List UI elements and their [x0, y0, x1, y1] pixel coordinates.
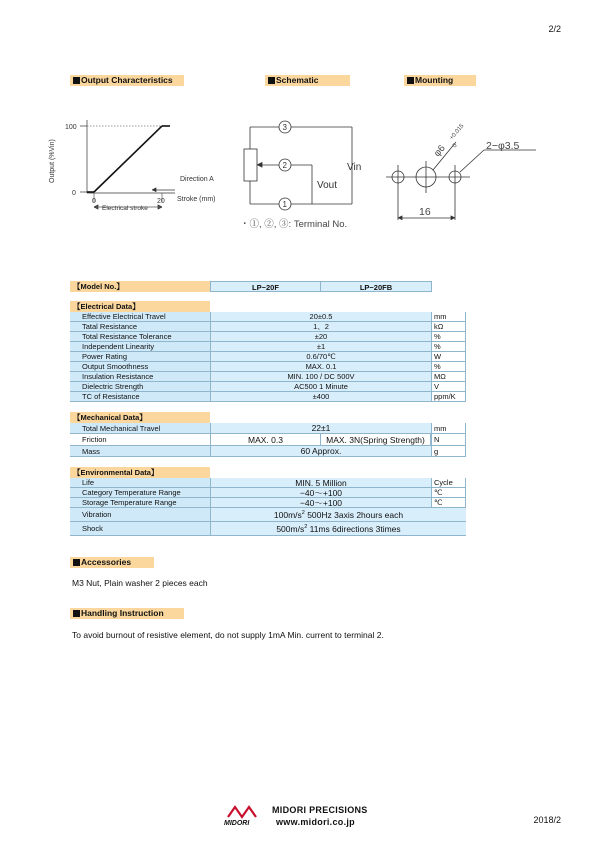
table-row	[70, 498, 466, 508]
row-unit: g	[431, 446, 466, 457]
electrical-data-header: 【Electrical Data】	[70, 301, 210, 312]
vibration-value-a: 100m/s	[273, 510, 302, 520]
row-value: 22±1	[210, 423, 431, 434]
table-row	[70, 508, 466, 522]
table-row	[70, 362, 466, 372]
row-label: Effective Electrical Travel	[70, 312, 210, 322]
shaft-tolerance-label: +0.015	[448, 123, 466, 142]
shock-sup: 2	[304, 524, 308, 531]
row-label: Category Temperature Range	[70, 488, 210, 498]
y-tick-100: 100	[65, 124, 77, 131]
square-bullet-icon	[268, 77, 275, 84]
mounting-header-label: Mounting	[415, 75, 454, 85]
schematic-header-label: Schematic	[276, 75, 319, 85]
table-row	[70, 478, 466, 488]
square-bullet-icon	[407, 77, 414, 84]
row-unit: kΩ	[431, 322, 466, 332]
row-value: 60 Approx.	[210, 446, 431, 457]
row-label: Tatal Resistance	[70, 322, 210, 332]
row-label: Storage Temperature Range	[70, 498, 210, 508]
row-value: AC500 1 Minute	[210, 382, 431, 392]
terminal-1-label: 1	[282, 200, 287, 209]
width-dimension-label: 16	[419, 206, 431, 218]
row-unit: ℃	[431, 498, 466, 508]
mechanical-data-header: 【Mechanical Data】	[70, 412, 210, 423]
table-row	[70, 372, 466, 382]
footer-date: 2018/2	[533, 815, 561, 825]
row-value: −40～+100	[210, 498, 431, 508]
row-label: Insulation Resistance	[70, 372, 210, 382]
row-unit: mm	[431, 423, 466, 434]
row-label: Total Resistance Tolerance	[70, 332, 210, 342]
schematic-header	[265, 75, 350, 86]
row-value: ±20	[210, 332, 431, 342]
table-row	[70, 322, 466, 332]
environmental-data-header: 【Environmental Data】	[70, 467, 210, 478]
vibration-sup: 2	[301, 510, 305, 517]
row-value: MIN. 5 Million	[210, 478, 431, 488]
table-row	[70, 434, 466, 446]
handling-header-label: Handling Instruction	[81, 608, 164, 618]
electrical-stroke-label: Electrical stroke	[102, 205, 148, 212]
accessories-header	[70, 557, 154, 568]
shock-value-a: 500m/s	[276, 524, 305, 534]
logo-wordmark: MIDORI	[224, 820, 250, 827]
output-line	[94, 126, 162, 192]
accessories-header-label: Accessories	[81, 557, 132, 567]
row-unit: %	[431, 332, 466, 342]
table-row	[70, 522, 466, 536]
row-unit: V	[431, 382, 466, 392]
row-label: Shock	[70, 522, 210, 536]
handling-instruction-header	[70, 608, 184, 619]
table-row	[70, 382, 466, 392]
graph-ylabel: Output (%Vin)	[49, 139, 56, 183]
table-row	[70, 352, 466, 362]
row-label: TC of Resistance	[70, 392, 210, 402]
page-number: 2/2	[548, 24, 561, 34]
handling-text: To avoid burnout of resistive element, do not supply 1mA Min. current to terminal 2.	[72, 630, 384, 640]
mounting-diagram	[386, 112, 556, 227]
x-tick-20: 20	[157, 198, 165, 205]
model-lp-20f: LP−20F	[210, 281, 321, 292]
graph-xlabel: Stroke (mm)	[177, 196, 216, 203]
row-label: Total Mechanical Travel	[70, 423, 210, 434]
vin-label: Vin	[347, 162, 362, 173]
row-label: Power Rating	[70, 352, 210, 362]
row-unit: %	[431, 362, 466, 372]
square-bullet-icon	[73, 77, 80, 84]
row-label: Dielectric Strength	[70, 382, 210, 392]
shock-value-b: 11ms 6directions 3times	[307, 524, 401, 534]
row-value: 20±0.5	[210, 312, 431, 322]
direction-label: Direction A	[180, 176, 214, 183]
table-row	[70, 392, 466, 402]
terminal-2-label: 2	[282, 161, 287, 170]
model-lp-20fb: LP−20FB	[321, 281, 432, 292]
row-unit: MΩ	[431, 372, 466, 382]
schematic-caption: ・①, ②, ③: Terminal No.	[240, 219, 348, 230]
row-label: Vibration	[70, 508, 210, 522]
row-label: Friction	[70, 434, 210, 446]
table-row	[70, 423, 466, 434]
company-name: MIDORI PRECISIONS	[272, 805, 368, 815]
row-value: MAX. 0.1	[210, 362, 431, 372]
row-value: 0.6/70℃	[210, 352, 431, 362]
table-row	[70, 342, 466, 352]
vibration-value-b: 500Hz 3axis 2hours each	[304, 510, 404, 520]
row-unit: %	[431, 342, 466, 352]
row-value: ±1	[210, 342, 431, 352]
company-url[interactable]: www.midori.co.jp	[276, 817, 355, 827]
row-label: Output Smoothness	[70, 362, 210, 372]
x-tick-0: 0	[92, 198, 96, 205]
square-bullet-icon	[73, 610, 80, 617]
row-value	[210, 508, 466, 522]
schematic-diagram	[228, 112, 388, 234]
model-no-label: 【Model No.】	[70, 281, 210, 292]
output-characteristics-header	[70, 75, 184, 86]
output-characteristics-graph	[40, 105, 240, 220]
resistor-symbol	[244, 149, 257, 181]
y-tick-0: 0	[72, 190, 76, 197]
row-unit: N	[431, 434, 466, 446]
row-label: Life	[70, 478, 210, 488]
row-unit: ℃	[431, 488, 466, 498]
row-unit: W	[431, 352, 466, 362]
table-row	[70, 446, 466, 457]
hole-dimension-label: 2−φ3.5	[486, 140, 520, 152]
row-value: ±400	[210, 392, 431, 402]
row-value: −40～+100	[210, 488, 431, 498]
accessories-text: M3 Nut, Plain washer 2 pieces each	[72, 578, 208, 588]
vout-label: Vout	[317, 180, 338, 191]
row-label: Independent Linearity	[70, 342, 210, 352]
square-bullet-icon	[73, 559, 80, 566]
shaft-dimension-label: φ6	[431, 143, 448, 159]
row-unit: Cycle	[431, 478, 466, 488]
row-value	[210, 522, 466, 536]
row-unit: mm	[431, 312, 466, 322]
table-row	[70, 312, 466, 322]
row-unit: ppm/K	[431, 392, 466, 402]
output-header-label: Output Characteristics	[81, 75, 173, 85]
terminal-3-label: 3	[282, 123, 287, 132]
midori-logo	[222, 803, 268, 827]
row-value-1: MAX. 0.3	[210, 434, 320, 446]
shaft-tolerance-lower: 0	[451, 142, 459, 150]
mounting-header	[404, 75, 476, 86]
row-value: 1、2	[210, 322, 431, 332]
row-label: Mass	[70, 446, 210, 457]
table-row	[70, 332, 466, 342]
table-row	[70, 488, 466, 498]
row-value: MIN. 100 / DC 500V	[210, 372, 431, 382]
row-value-2: MAX. 3N(Spring Strength)	[320, 434, 431, 446]
